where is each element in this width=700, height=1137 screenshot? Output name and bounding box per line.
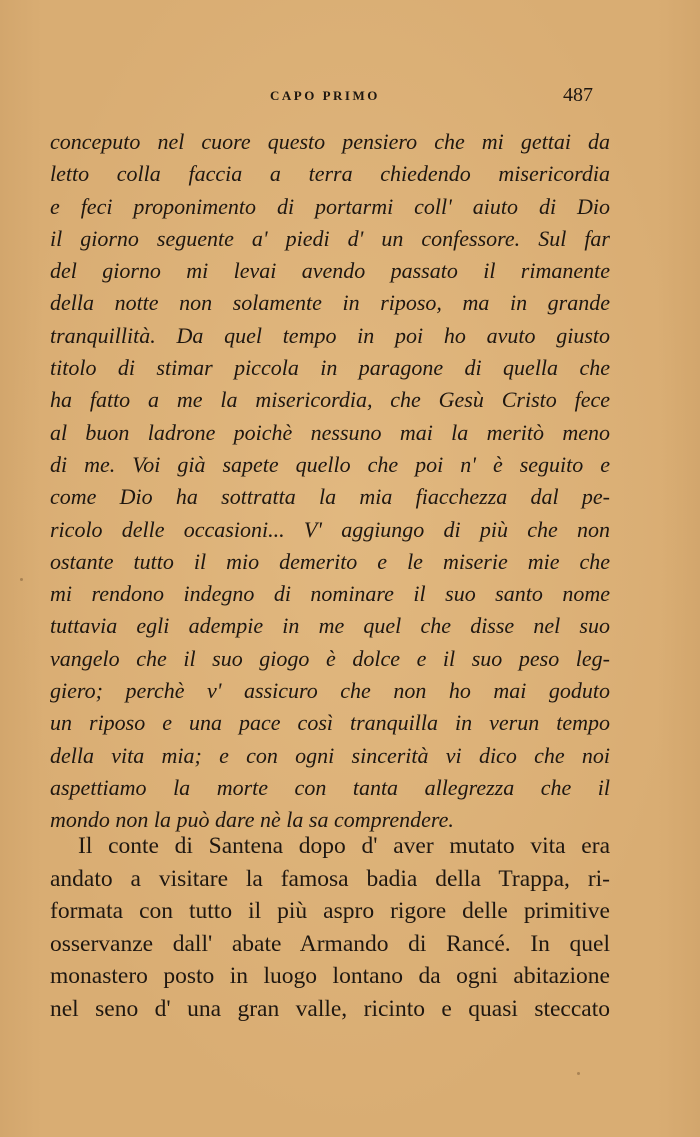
text-line: come Dio ha sottratta la mia fiacchezza dal pe- (50, 484, 610, 510)
text-line: mondo non la può dare nè la sa comprendere. (50, 807, 454, 833)
text-line: e feci proponimento di portarmi coll' aiuto di Dio (50, 193, 610, 219)
text-line: Il conte di Santena dopo d' aver mutato vita era (78, 833, 610, 859)
text-line: nel seno d' una gran valle, ricinto e quasi steccato (50, 995, 610, 1022)
text-line: andato a visitare la famosa badia della Trappa, ri- (50, 865, 610, 892)
text-line: monastero posto in luogo lontano da ogni abitazione (50, 963, 610, 990)
text-line: di me. Voi già sapete quello che poi n' è seguito e (50, 451, 610, 477)
paper-speck (20, 578, 23, 581)
text-line: titolo di stimar piccola in paragone di quella che (50, 355, 610, 381)
text-line: conceputo nel cuore questo pensiero che mi gettai da (50, 129, 610, 154)
text-line: vangelo che il suo giogo è dolce e il suo peso leg- (50, 645, 610, 671)
text-line: della vita mia; e con ogni sincerità vi dico che noi (50, 742, 610, 768)
text-line: al buon ladrone poichè nessuno mai la meritò meno (50, 419, 610, 445)
text-line: ricolo delle occasioni... V' aggiungo di più che non (50, 516, 610, 542)
text-line: del giorno mi levai avendo passato il rimanente (50, 258, 610, 284)
text-line: giero; perchè v' assicuro che non ho mai goduto (50, 678, 610, 704)
running-title: CAPO PRIMO (270, 88, 380, 103)
text-line: il giorno seguente a' piedi d' un confessore. Sul far (50, 225, 610, 251)
text-line: formata con tutto il più aspro rigore delle primitive (50, 898, 610, 925)
text-line: della notte non solamente in riposo, ma in grande (50, 290, 610, 316)
running-head (0, 84, 700, 108)
text-line: ostante tutto il mio demerito e le miserie mie che (50, 548, 610, 574)
text-line: osservanze dall' abate Armando di Rancé. In quel (50, 930, 610, 957)
text-line: letto colla faccia a terra chiedendo misericordia (50, 161, 610, 187)
roman-paragraph (50, 830, 610, 1026)
text-line: tuttavia egli adempie in me quel che disse nel suo (50, 613, 610, 639)
italic-paragraph (50, 126, 610, 837)
text-line: tranquillità. Da quel tempo in poi ho avuto giusto (50, 322, 610, 348)
text-line: aspettiamo la morte con tanta allegrezza che il (50, 774, 610, 800)
text-line: mi rendono indegno di nominare il suo santo nome (50, 581, 610, 607)
paper-speck (577, 1072, 580, 1075)
text-line: un riposo e una pace così tranquilla in verun tempo (50, 710, 610, 736)
page-number: 487 (563, 84, 593, 106)
text-line: ha fatto a me la misericordia, che Gesù Cristo fece (50, 387, 610, 413)
